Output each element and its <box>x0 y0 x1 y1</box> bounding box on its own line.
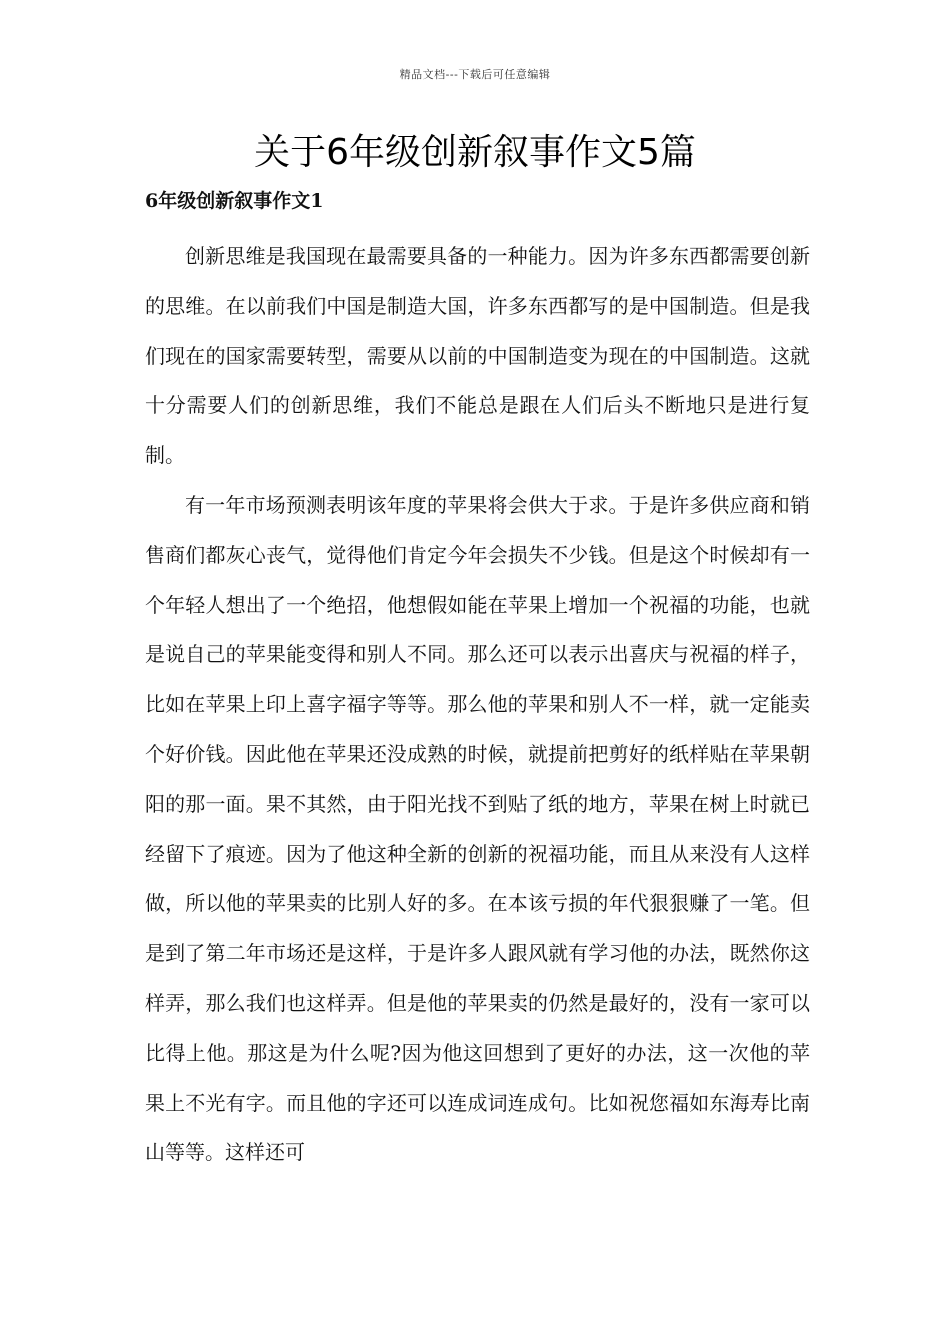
document-title: 关于6年级创新叙事作文5篇 <box>254 132 696 173</box>
header-note: 精品文档---下载后可任意编辑 <box>399 68 551 81</box>
document-body <box>145 232 810 1178</box>
section-heading: 6年级创新叙事作文1 <box>145 190 324 212</box>
paragraph-2: 有一年市场预测表明该年度的苹果将会供大于求。于是许多供应商和销售商们都灰心丧气，觉得他们肯定今年会损失不少钱。但是这个时候却有一个年轻人想出了一个绝招，他想假如能在苹果上增加一个祝福的功能，也就是说自己的苹果能变得和别人不同。那么还可以表示出喜庆与祝福的样子，比如在苹果上印上喜字福字等等。那么他的苹果和别人不一样，就一定能卖个好价钱。因此他在苹果还没成熟的时候，就提前把剪好的纸样贴在苹果朝阳的那一面。果不其然，由于阳光找不到贴了纸的地方，苹果在树上时就已经留下了痕迹。因为了他这种全新的创新的祝福功能，而且从来没有人这样做，所以他的苹果卖的比别人好的多。在本该亏损的年代狠狠赚了一笔。但是到了第二年市场还是这样，于是许多人跟风就有学习他的办法，既然你这样弄，那么我们也这样弄。但是他的苹果卖的仍然是最好的，没有一家可以比得上他。那这是为什么呢?因为他这回想到了更好的办法，这一次他的苹果上不光有字。而且他的字还可以连成词连成句。比如祝您福如东海寿比南山等等。这样还可 <box>145 492 810 1165</box>
paragraph-1: 创新思维是我国现在最需要具备的一种能力。因为许多东西都需要创新的思维。在以前我们中国是制造大国，许多东西都写的是中国制造。但是我们现在的国家需要转型，需要从以前的中国制造变为现在的中国制造。这就十分需要人们的创新思维，我们不能总是跟在人们后头不断地只是进行复制。 <box>145 244 810 468</box>
